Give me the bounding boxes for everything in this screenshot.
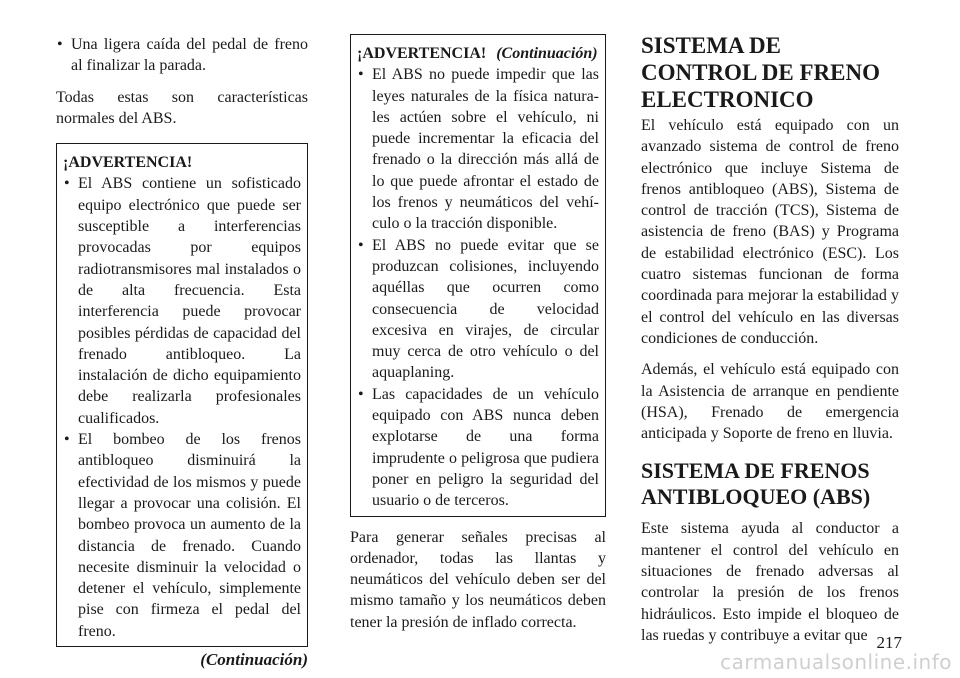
continued-label: (Continuación) (200, 650, 308, 670)
paragraph: El vehículo está equipado con un avanzado sistema de control de freno electrónico que incluye Sistema de frenos antibloqueo (ABS), Sistema de control de tracción (TCS), Sistema de asistencia de freno (BAS) y Programa de estabilidad electrónico (ESC). Los cuatro sistemas funcionan de forma coordinada para mejorar la estabilidad y el control del vehículo en las diversas condiciones de conducción. (641, 117, 899, 347)
paragraph: Para generar señales precisas al ordenador, todas las llantas y neumáticos del vehículo deben ser del mismo tamaño y los neumáticos deben tener la presión de inflado correcta. (350, 528, 606, 631)
warning-title: ¡ADVERTENCIA! (63, 154, 193, 172)
warning-list (357, 64, 599, 511)
list-item: • Una ligera caída del pedal de freno al finalizar la parada. (56, 34, 308, 77)
warning-item: • El ABS no puede evitar que se produzcan colisiones, incluyendo aquéllas que ocurren como consecuencia de velocidad excesiva en virajes, de circular muy cerca de otro vehículo o del aquaplaning. (357, 235, 599, 384)
section-heading: SISTEMA DE FRENOS ANTIBLOQUEO (ABS) (641, 458, 871, 510)
bullet-list (56, 34, 308, 77)
warning-item: • El bombeo de los frenos antibloqueo disminuirá la efectividad de los mismos y puede llegar a provocar una colisión. El bombeo provoca un aumento de la distancia de frenado. Cuando necesite disminuir la velocidad o detener el vehículo, simplemente pise con firmeza el pedal del freno. (63, 429, 301, 642)
paragraph: Además, el vehículo está equipado con la Asistencia de arranque en pendiente (HSA), Frenado de emergencia anticipada y Soporte de freno en lluvia. (641, 361, 899, 443)
warning-box-continued (350, 34, 606, 517)
continued-label: (Continuación) (496, 45, 598, 62)
paragraph: Este sistema ayuda al conductor a mantener el control del vehículo en situaciones de frenado adversas al controlar la presión de los frenos hidráulicos. Esto impide el bloqueo de las ruedas y contribuye a evitar que (641, 520, 899, 644)
warning-title: ¡ADVERTENCIA! (357, 45, 487, 62)
warning-item: • El ABS no puede impedir que las leyes naturales de la física natura-les actúen sobre el vehículo, ni puede incrementar la eficacia del frenado o la dirección más allá de lo que puede afrontar el estado de los frenos y neumáticos del vehí-culo o la tracción disponible. (357, 64, 599, 234)
column-right (641, 34, 899, 646)
warning-item: • Las capacidades de un vehículo equipado con ABS nunca deben explotarse de una forma imprudente o peligrosa que pudiera poner en peligro la seguridad del usuario o de terceros. (357, 384, 599, 512)
column-left (56, 34, 308, 670)
warning-list (63, 173, 301, 642)
section-heading: SISTEMA DE CONTROL DE FRENO ELECTRONICO (641, 33, 880, 112)
watermark: carmanualsonline.info (720, 650, 952, 674)
warning-item: • El ABS contiene un sofisticado equipo electrónico que puede ser susceptible a interferencias provocadas por equipos radiotransmisores mal instalados o de alta frecuencia. Esta interferencia puede provocar posibles pérdidas de capacidad del frenado antibloqueo. La instalación de dicho equipamiento debe realizarla profesionales cualificados. (63, 173, 301, 429)
paragraph: Todas estas son características normales del ABS. (56, 88, 308, 127)
column-middle (350, 34, 606, 633)
page-number: 217 (876, 633, 902, 652)
warning-box (56, 143, 308, 647)
